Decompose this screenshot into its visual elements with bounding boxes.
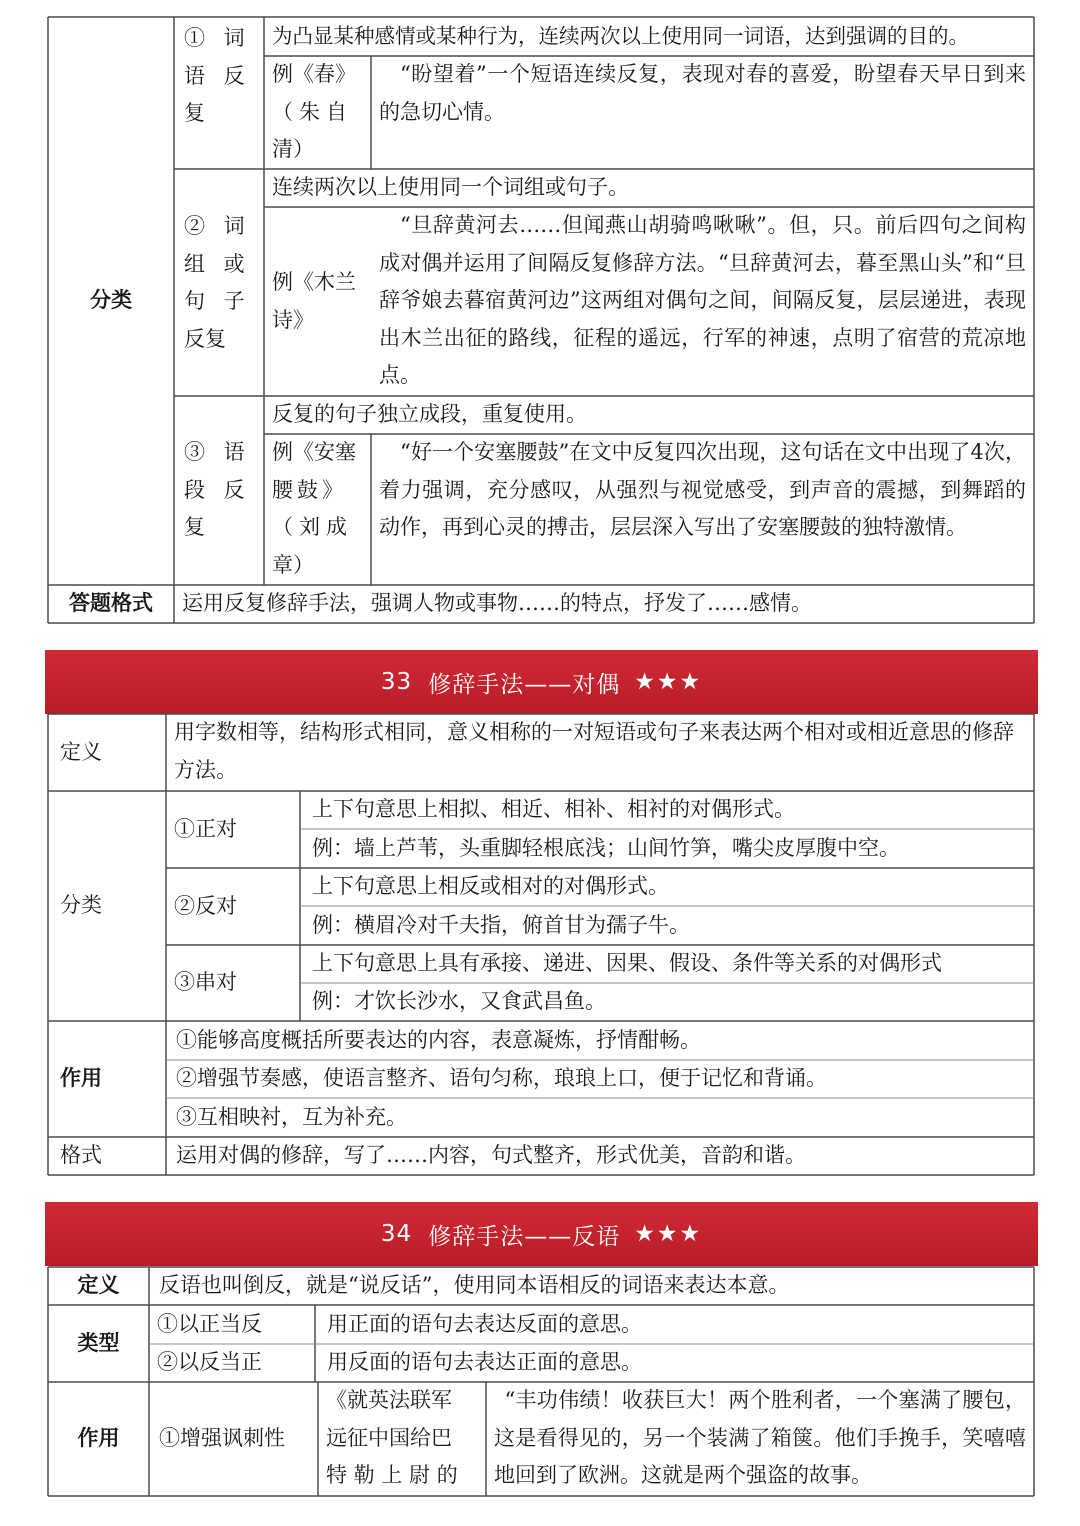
irony-effect-example: “丰功伟绩！收获巨大！两个胜利者，一个塞满了腰包，这是看得见的，另一个装满了箱箧。他们手挽手，笑嘻嘻地回到了欧洲。这就是两个强盗的故事。 [494, 1388, 1026, 1487]
paragraph-repetition-example: “好一个安塞腰鼓”在文中反复四次出现，这句话在文中出现了4次，着力强调，充分感叹，从强烈与视觉感受，到声音的震撼，到舞蹈的动作，再到心灵的搏击，层层深入写出了安塞腰鼓的独特激情。 [379, 440, 1026, 539]
antithesis-effect-label: 作用 [60, 1066, 102, 1091]
antithesis-type-desc: 上下句意思上具有承接、递进、因果、假设、条件等关系的对偶形式 [312, 951, 942, 976]
word-repetition-example-source: 例《春》 （朱自 清） [272, 62, 356, 161]
paragraph-repetition-name: ③ 语 段 反 复 [184, 440, 251, 539]
antithesis-banner-number: 33 [380, 669, 413, 695]
antithesis-type-example: 例：墙上芦苇，头重脚轻根底浅；山间竹笋，嘴尖皮厚腹中空。 [312, 835, 900, 860]
irony-effect-source: 《就英法联军 远征中国给巴 特 勒 上 尉 的 [326, 1388, 458, 1487]
paragraph-repetition-example-source: 例《安塞 腰鼓》 （刘成 章） [272, 440, 356, 577]
irony-type-desc: 用反面的语句去表达正面的意思。 [327, 1350, 642, 1375]
irony-type-desc: 用正面的语句去表达反面的意思。 [327, 1311, 642, 1336]
irony-banner-title: 修辞手法——反语 [428, 1223, 621, 1250]
word-repetition-example: “盼望着”一个短语连续反复，表现对春的喜爱，盼望春天早日到来的急切心情。 [379, 62, 1026, 124]
antithesis-definition-text: 用字数相等，结构形式相同，意义相称的一对短语或句子来表达两个相对或相近意思的修辞方法。 [174, 720, 1014, 782]
irony-banner-number: 34 [380, 1221, 413, 1247]
irony-effect-label: 作用 [77, 1426, 120, 1451]
antithesis-effect-item: ③互相映衬，互为补充。 [176, 1104, 407, 1129]
antithesis-banner-title: 修辞手法——对偶 [428, 671, 621, 698]
antithesis-format-text: 运用对偶的修辞，写了……内容，句式整齐，形式优美，音韵和谐。 [176, 1143, 806, 1168]
antithesis-classification-label: 分类 [60, 893, 102, 918]
answer-format-label: 答题格式 [69, 591, 153, 616]
antithesis-effect-item: ②增强节奏感，使语言整齐、语句匀称，琅琅上口，便于记忆和背诵。 [176, 1066, 827, 1091]
antithesis-definition-label: 定义 [60, 739, 102, 764]
word-repetition-name: ① 词 语 反 复 [184, 26, 251, 125]
paragraph-repetition-definition: 反复的句子独立成段，重复使用。 [272, 402, 587, 427]
antithesis-type-example: 例：才饮长沙水，又食武昌鱼。 [312, 989, 606, 1014]
irony-effect-name: ①增强讽刺性 [159, 1426, 285, 1451]
antithesis-type-example: 例：横眉冷对千夫指，俯首甘为孺子牛。 [312, 912, 690, 937]
irony-type-name: ①以正当反 [157, 1311, 262, 1336]
antithesis-stars: ★★★ [634, 669, 703, 695]
antithesis-type-name: ①正对 [174, 816, 237, 841]
irony-definition-label: 定义 [77, 1273, 120, 1298]
antithesis-effect-item: ①能够高度概括所要表达的内容，表意凝炼，抒情酣畅。 [176, 1027, 701, 1052]
word-repetition-definition: 为凸显某种感情或某种行为，连续两次以上使用同一词语，达到强调的目的。 [272, 23, 969, 48]
phrase-repetition-definition: 连续两次以上使用同一个词组或句子。 [272, 175, 629, 200]
antithesis-type-name: ③串对 [174, 970, 237, 995]
irony-definition-text: 反语也叫倒反，就是“说反话”，使用同本语相反的词语来表达本意。 [159, 1273, 790, 1298]
classification-label: 分类 [90, 288, 132, 313]
antithesis-type-desc: 上下句意思上相反或相对的对偶形式。 [312, 874, 669, 899]
phrase-repetition-name: ② 词 组 或 句 子 反复 [184, 214, 251, 351]
phrase-repetition-example: “旦辞黄河去……但闻燕山胡骑鸣啾啾”。但，只。前后四句之间构成对偶并运用了间隔反复修辞方法。“旦辞黄河去，暮至黑山头”和“旦辞爷娘去暮宿黄河边”这两组对偶句之间，间隔反复，层层递进，表现出木兰出征的路线，征程的遥远，行军的神速，点明了宿营的荒凉地点。 [379, 213, 1026, 387]
irony-type-label: 类型 [77, 1330, 120, 1355]
antithesis-format-label: 格式 [60, 1143, 102, 1168]
antithesis-type-desc: 上下句意思上相拟、相近、相补、相衬的对偶形式。 [312, 797, 795, 822]
irony-stars: ★★★ [634, 1221, 703, 1247]
antithesis-type-name: ②反对 [174, 893, 237, 918]
phrase-repetition-example-source: 例《木兰 诗》 [272, 270, 356, 332]
answer-format-text: 运用反复修辞手法，强调人物或事物……的特点，抒发了……感情。 [182, 591, 812, 616]
irony-type-name: ②以反当正 [157, 1350, 262, 1375]
